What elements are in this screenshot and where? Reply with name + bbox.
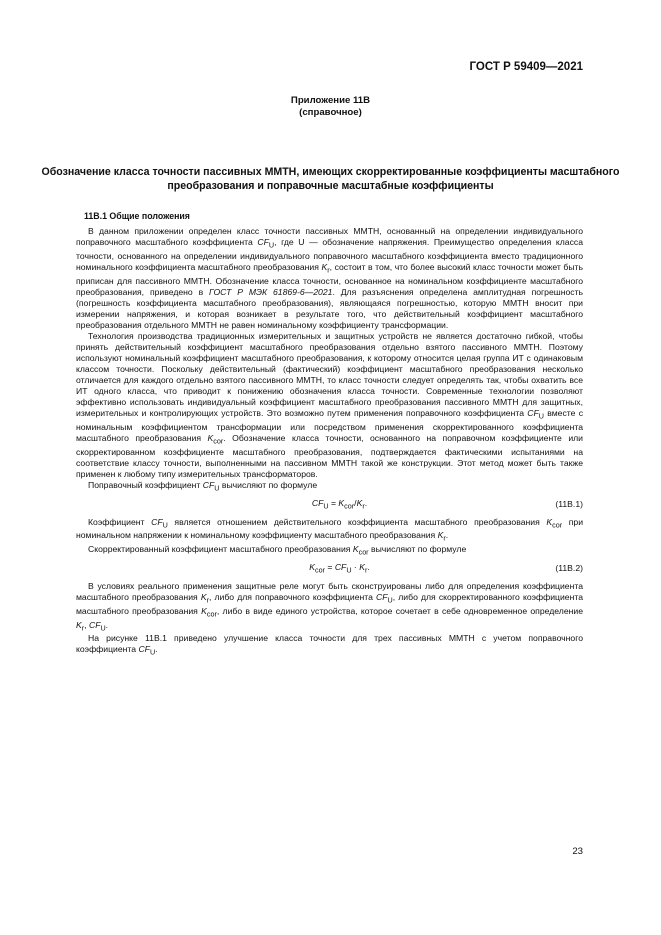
annex-subtitle: (справочное) bbox=[299, 107, 362, 118]
annex-heading bbox=[0, 95, 661, 119]
paragraph: Скорректированный коэффициент масштабного преобразования $K_{cor}$ вычисляют по формуле bbox=[88, 544, 467, 557]
formula-11b1 bbox=[76, 499, 583, 511]
paragraph: Поправочный коэффициент $CF_U$ вычисляют по формуле bbox=[88, 479, 318, 493]
formula-number: (11В.1) bbox=[555, 499, 583, 510]
document-title: Обозначение класса точности пассивных ММТН, имеющих скорректированные коэффициенты масштабного преобразования и поправочные масштабные коэффициенты bbox=[41, 166, 620, 192]
section-heading: 11В.1 Общие положения bbox=[84, 211, 190, 221]
paragraph: Коэффициент $CF_U$ является отношением действительного коэффициента масштабного преобразования $K_{cor}$ при номинальном напряжении к номинальному коэффициенту масштабного преобразования $K_r$. bbox=[76, 516, 584, 544]
paragraph: В данном приложении определен класс точности пассивных ММТН, основанный на определении индивидуального поправочного масштабного коэффициента $CF_U$, где U — обозначение напряжения. Преимущество определения класса точности, основанного на определении индивидуального поправочного масштабного коэффициента вместо традиционного номинального коэффициента масштабного преобразования $K_r$, состоит в том, что более высокий класс точности может быть приписан для пассивного ММТН. Обозначение класса точности, основанное на номинальном коэффициенте масштабного преобразования, приведено в ГОСТ Р МЭК 61869-6—2021. Для разъяснения определена амплитудная погрешность (погрешность коэффициента масштабного преобразования), являющаяся погрешностью, которую ММТН вносит при измерении напряжения, и которая возникает в результате того, что действительный коэффициент масштабного преобразования отдельного ММТН не равен номинальному коэффициенту трансформации. bbox=[76, 226, 584, 330]
main-content bbox=[76, 211, 583, 658]
standard-code: ГОСТ Р 59409—2021 bbox=[469, 61, 583, 73]
formula-11b2 bbox=[76, 563, 583, 575]
paragraph: В условиях реального применения защитные реле могут быть сконструированы либо для определения коэффициента масштабного преобразования $K_r$, либо для поправочного коэффициента $CF_U$, либо для скорректированного коэффициента масштабного преобразования $K_{cor}$, либо в виде единого устройства, которое сочетает в себе одновременное определение $K_r$, $CF_U$. bbox=[76, 581, 584, 633]
formula-expression: $K_{cor} = CF_U \cdot K_r$. bbox=[309, 562, 370, 575]
page-number: 23 bbox=[572, 846, 583, 857]
paragraph: На рисунке 11В.1 приведено улучшение класса точности для трех пассивных ММТН с учетом поправочного коэффициента $CF_U$. bbox=[76, 633, 583, 658]
formula-number: (11В.2) bbox=[555, 563, 583, 574]
paragraph: Технология производства традиционных измерительных и защитных устройств не является достаточно гибкой, чтобы принять действительный коэффициент масштабного преобразования отдельно взятого пассивного ММТН. Поэтому используют номинальный коэффициент масштабного преобразования, к которому относится целая группа ИТ с одинаковым классом точности. Поскольку действительный (фактический) коэффициент масштабного преобразования несколько отличается для каждого отдельно взятого пассивного ММТН, то класс точности следует определять так, чтобы охватить все ИТ одного класса, что приводит к понижению обозначения класса точности. Современные технологии позволяют эффективно использовать индивидуальный коэффициент масштабного преобразования пассивного ММТН для защитных, измерительных и контролирующих устройств. Это возможно путем применения поправочного коэффициента $CF_U$ вместе с номинальным коэффициентом трансформации или посредством применения скорректированного коэффициента масштабного преобразования $K_{cor}$. Обозначение класса точности, основанного на поправочном коэффициенте или скорректированном коэффициенте масштабного преобразования, подтверждается фактическими испытаниями на соответствие классу точности, выполненными на пассивном ММТН такой же конструкции. Этот метод может быть также применен к любому типу измерительных трансформаторов. bbox=[76, 330, 584, 479]
annex-title: Приложение 11В bbox=[290, 95, 371, 106]
formula-expression: $CF_U = K_{cor}/K_r$. bbox=[311, 497, 368, 511]
